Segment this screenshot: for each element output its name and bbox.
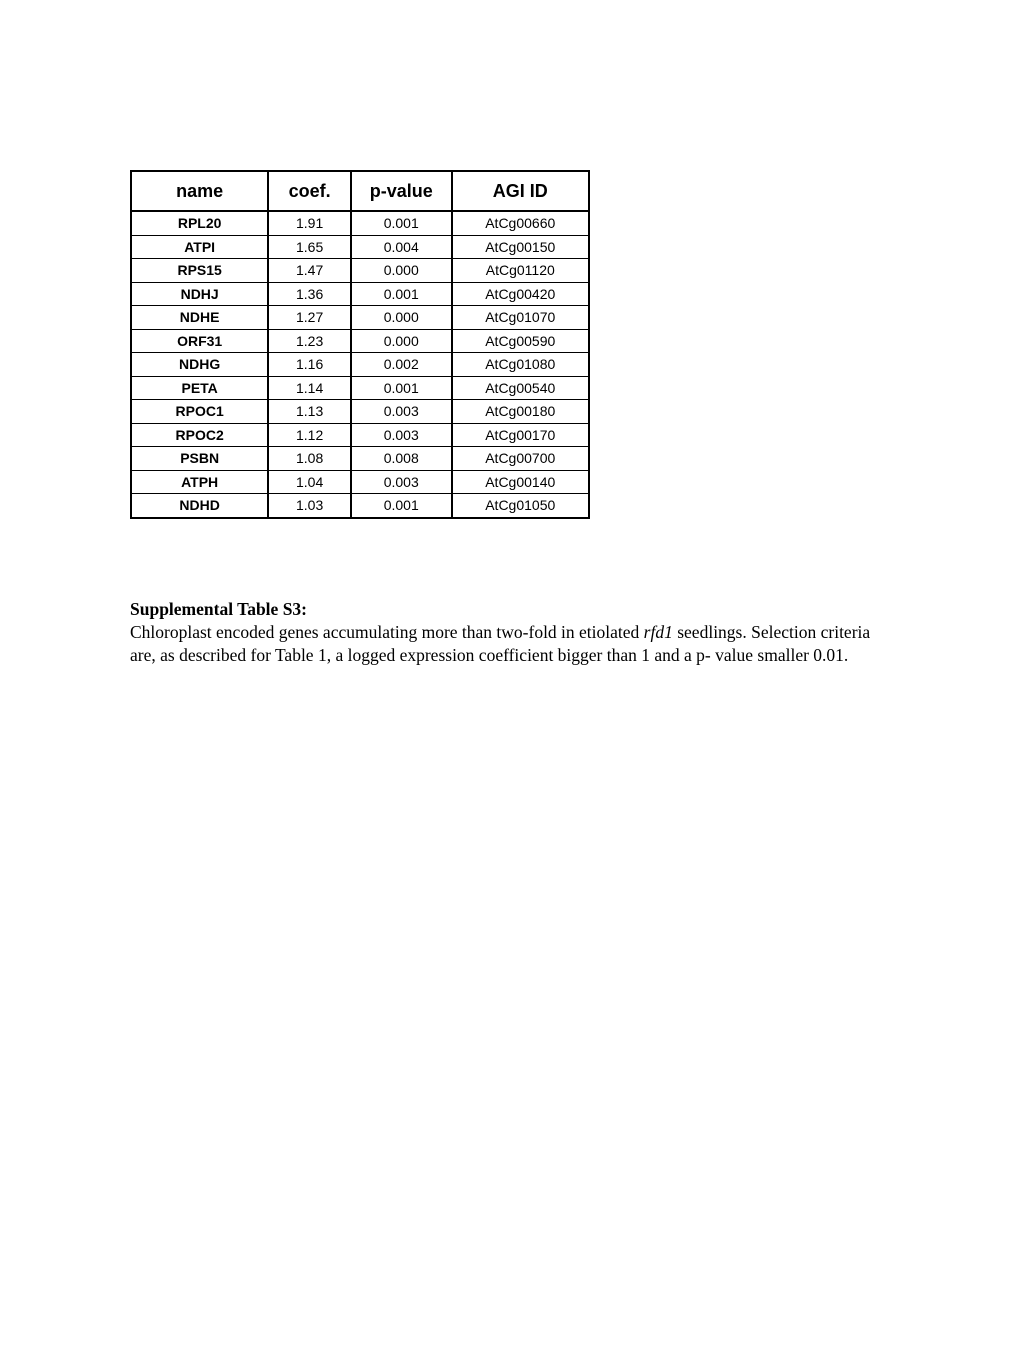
agi-id-cell: AtCg01120 — [452, 259, 589, 283]
agi-id-cell: AtCg00180 — [452, 400, 589, 424]
p-value-cell: 0.003 — [351, 470, 452, 494]
table-row — [131, 423, 589, 447]
agi-id-cell: AtCg01050 — [452, 494, 589, 518]
agi-id-cell: AtCg00420 — [452, 282, 589, 306]
table-row — [131, 470, 589, 494]
coef-cell: 1.03 — [268, 494, 351, 518]
table-row — [131, 329, 589, 353]
caption-italic-gene: rfd1 — [643, 622, 673, 642]
table-row — [131, 211, 589, 235]
gene-name-cell: NDHD — [131, 494, 268, 518]
gene-name-cell: RPS15 — [131, 259, 268, 283]
p-value-cell: 0.000 — [351, 306, 452, 330]
table-header-row — [131, 171, 589, 211]
p-value-cell: 0.003 — [351, 400, 452, 424]
coef-cell: 1.23 — [268, 329, 351, 353]
p-value-cell: 0.000 — [351, 259, 452, 283]
coef-cell: 1.65 — [268, 235, 351, 259]
coef-cell: 1.12 — [268, 423, 351, 447]
coef-cell: 1.14 — [268, 376, 351, 400]
coef-cell: 1.04 — [268, 470, 351, 494]
table-caption — [130, 598, 890, 667]
table-row — [131, 235, 589, 259]
gene-name-cell: ATPH — [131, 470, 268, 494]
column-header-agi-id: AGI ID — [452, 171, 589, 211]
coef-cell: 1.36 — [268, 282, 351, 306]
p-value-cell: 0.001 — [351, 494, 452, 518]
agi-id-cell: AtCg00540 — [452, 376, 589, 400]
table-row — [131, 494, 589, 518]
caption-text-after: seedlings. Selection criteria are, as described for Table 1, a logged expression coefficient bigger than 1 and a p- value smaller 0.01. — [130, 622, 871, 665]
caption-title: Supplemental Table S3: — [130, 599, 307, 619]
table-row — [131, 282, 589, 306]
coef-cell: 1.13 — [268, 400, 351, 424]
gene-name-cell: NDHG — [131, 353, 268, 377]
table-body — [131, 211, 589, 518]
agi-id-cell: AtCg01080 — [452, 353, 589, 377]
column-header-name: name — [131, 171, 268, 211]
table-row — [131, 447, 589, 471]
table-row — [131, 353, 589, 377]
p-value-cell: 0.001 — [351, 282, 452, 306]
column-header-p-value: p-value — [351, 171, 452, 211]
gene-name-cell: NDHE — [131, 306, 268, 330]
coef-cell: 1.47 — [268, 259, 351, 283]
agi-id-cell: AtCg00660 — [452, 211, 589, 235]
agi-id-cell: AtCg00170 — [452, 423, 589, 447]
agi-id-cell: AtCg00150 — [452, 235, 589, 259]
table-row — [131, 306, 589, 330]
coef-cell: 1.27 — [268, 306, 351, 330]
gene-name-cell: RPL20 — [131, 211, 268, 235]
coef-cell: 1.08 — [268, 447, 351, 471]
agi-id-cell: AtCg00700 — [452, 447, 589, 471]
p-value-cell: 0.000 — [351, 329, 452, 353]
p-value-cell: 0.001 — [351, 211, 452, 235]
p-value-cell: 0.008 — [351, 447, 452, 471]
p-value-cell: 0.001 — [351, 376, 452, 400]
gene-name-cell: ATPI — [131, 235, 268, 259]
agi-id-cell: AtCg00590 — [452, 329, 589, 353]
gene-name-cell: RPOC2 — [131, 423, 268, 447]
p-value-cell: 0.003 — [351, 423, 452, 447]
table-row — [131, 400, 589, 424]
coef-cell: 1.91 — [268, 211, 351, 235]
p-value-cell: 0.002 — [351, 353, 452, 377]
p-value-cell: 0.004 — [351, 235, 452, 259]
gene-table — [130, 170, 590, 519]
column-header-coef: coef. — [268, 171, 351, 211]
gene-name-cell: RPOC1 — [131, 400, 268, 424]
gene-name-cell: ORF31 — [131, 329, 268, 353]
gene-name-cell: PSBN — [131, 447, 268, 471]
gene-name-cell: PETA — [131, 376, 268, 400]
agi-id-cell: AtCg01070 — [452, 306, 589, 330]
table-row — [131, 259, 589, 283]
agi-id-cell: AtCg00140 — [452, 470, 589, 494]
coef-cell: 1.16 — [268, 353, 351, 377]
table-row — [131, 376, 589, 400]
caption-text-before: Chloroplast encoded genes accumulating more than two-fold in etiolated — [130, 622, 644, 642]
gene-name-cell: NDHJ — [131, 282, 268, 306]
